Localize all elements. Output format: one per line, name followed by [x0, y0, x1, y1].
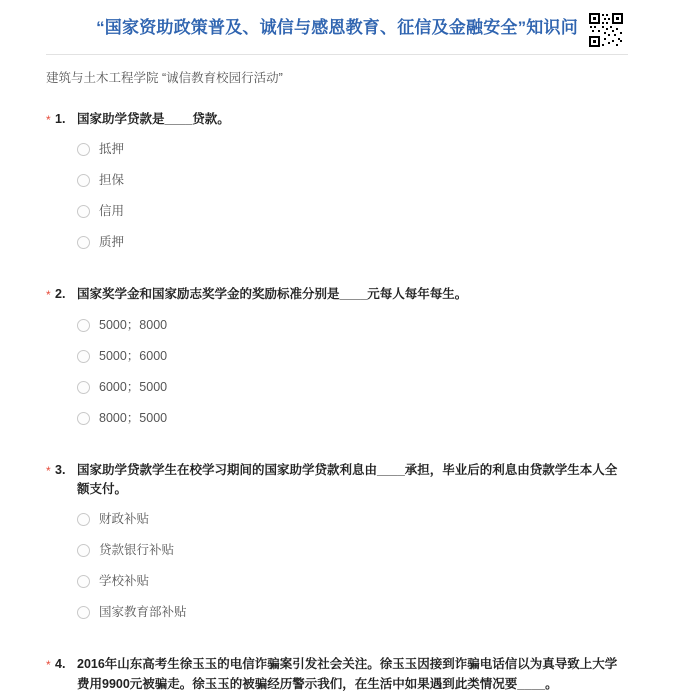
question-item — [46, 655, 628, 694]
option-item[interactable] — [77, 168, 628, 193]
option-item[interactable] — [77, 344, 628, 369]
question-header — [46, 655, 628, 694]
question-item — [46, 461, 628, 626]
option-label: 质押 — [99, 235, 125, 250]
option-item[interactable] — [77, 375, 628, 400]
question-list — [46, 110, 628, 694]
required-marker: * — [46, 112, 51, 127]
radio-icon[interactable] — [77, 606, 90, 619]
question-item — [46, 285, 628, 431]
option-item[interactable] — [77, 406, 628, 431]
option-item[interactable] — [77, 313, 628, 338]
option-label: 财政补贴 — [99, 512, 150, 527]
option-label: 抵押 — [99, 142, 125, 157]
radio-icon[interactable] — [77, 575, 90, 588]
survey-subtitle: 建筑与土木工程学院 “诚信教育校园行活动” — [46, 70, 283, 85]
radio-icon[interactable] — [77, 350, 90, 363]
option-label: 6000；5000 — [99, 379, 168, 394]
question-text: 2016年山东高考生徐玉玉的电信诈骗案引发社会关注。徐玉玉因接到诈骗电话信以为真导致上大学费用9900元被骗走。徐玉玉的被骗经历警示我们，在生活中如果遇到此类情况要____。 — [77, 657, 618, 691]
header-divider — [46, 54, 628, 55]
radio-icon[interactable] — [77, 205, 90, 218]
question-header — [46, 461, 628, 500]
title-row — [0, 0, 674, 40]
option-list — [77, 507, 628, 625]
option-item[interactable] — [77, 199, 628, 224]
question-text: 国家奖学金和国家励志奖学金的奖励标准分别是____元每人每年每生。 — [77, 287, 468, 302]
option-label: 8000；5000 — [99, 410, 168, 425]
option-item[interactable] — [77, 569, 628, 594]
question-text: 国家助学贷款学生在校学习期间的国家助学贷款利息由____承担，毕业后的利息由贷款学生本人全额支付。 — [77, 462, 618, 497]
option-label: 学校补贴 — [99, 574, 150, 589]
question-number: 4. — [55, 657, 66, 672]
question-header — [46, 285, 628, 305]
required-marker: * — [46, 463, 51, 478]
option-label: 5000；8000 — [99, 317, 168, 332]
qr-code-icon[interactable] — [588, 12, 624, 48]
option-label: 贷款银行补贴 — [99, 543, 175, 558]
radio-icon[interactable] — [77, 174, 90, 187]
option-label: 信用 — [99, 204, 125, 219]
radio-icon[interactable] — [77, 544, 90, 557]
radio-icon[interactable] — [77, 513, 90, 526]
question-header — [46, 110, 628, 130]
option-list — [77, 137, 628, 255]
radio-icon[interactable] — [77, 412, 90, 425]
option-item[interactable] — [77, 137, 628, 162]
option-list — [77, 313, 628, 431]
option-item[interactable] — [77, 538, 628, 563]
radio-icon[interactable] — [77, 236, 90, 249]
question-number: 3. — [55, 462, 66, 477]
option-label: 担保 — [99, 173, 125, 188]
radio-icon[interactable] — [77, 143, 90, 156]
radio-icon[interactable] — [77, 319, 90, 332]
question-item — [46, 110, 628, 256]
page-title: “国家资助政策普及、诚信与感恩教育、征信及金融安全”知识问 — [96, 18, 578, 37]
option-label: 5000；6000 — [99, 348, 168, 363]
question-number: 2. — [55, 287, 66, 302]
required-marker: * — [46, 288, 51, 303]
option-label: 国家教育部补贴 — [99, 605, 187, 620]
option-item[interactable] — [77, 230, 628, 255]
option-item[interactable] — [77, 507, 628, 532]
question-text: 国家助学贷款是____贷款。 — [77, 111, 230, 126]
option-item[interactable] — [77, 600, 628, 625]
radio-icon[interactable] — [77, 381, 90, 394]
required-marker: * — [46, 658, 51, 673]
question-number: 1. — [55, 111, 66, 126]
